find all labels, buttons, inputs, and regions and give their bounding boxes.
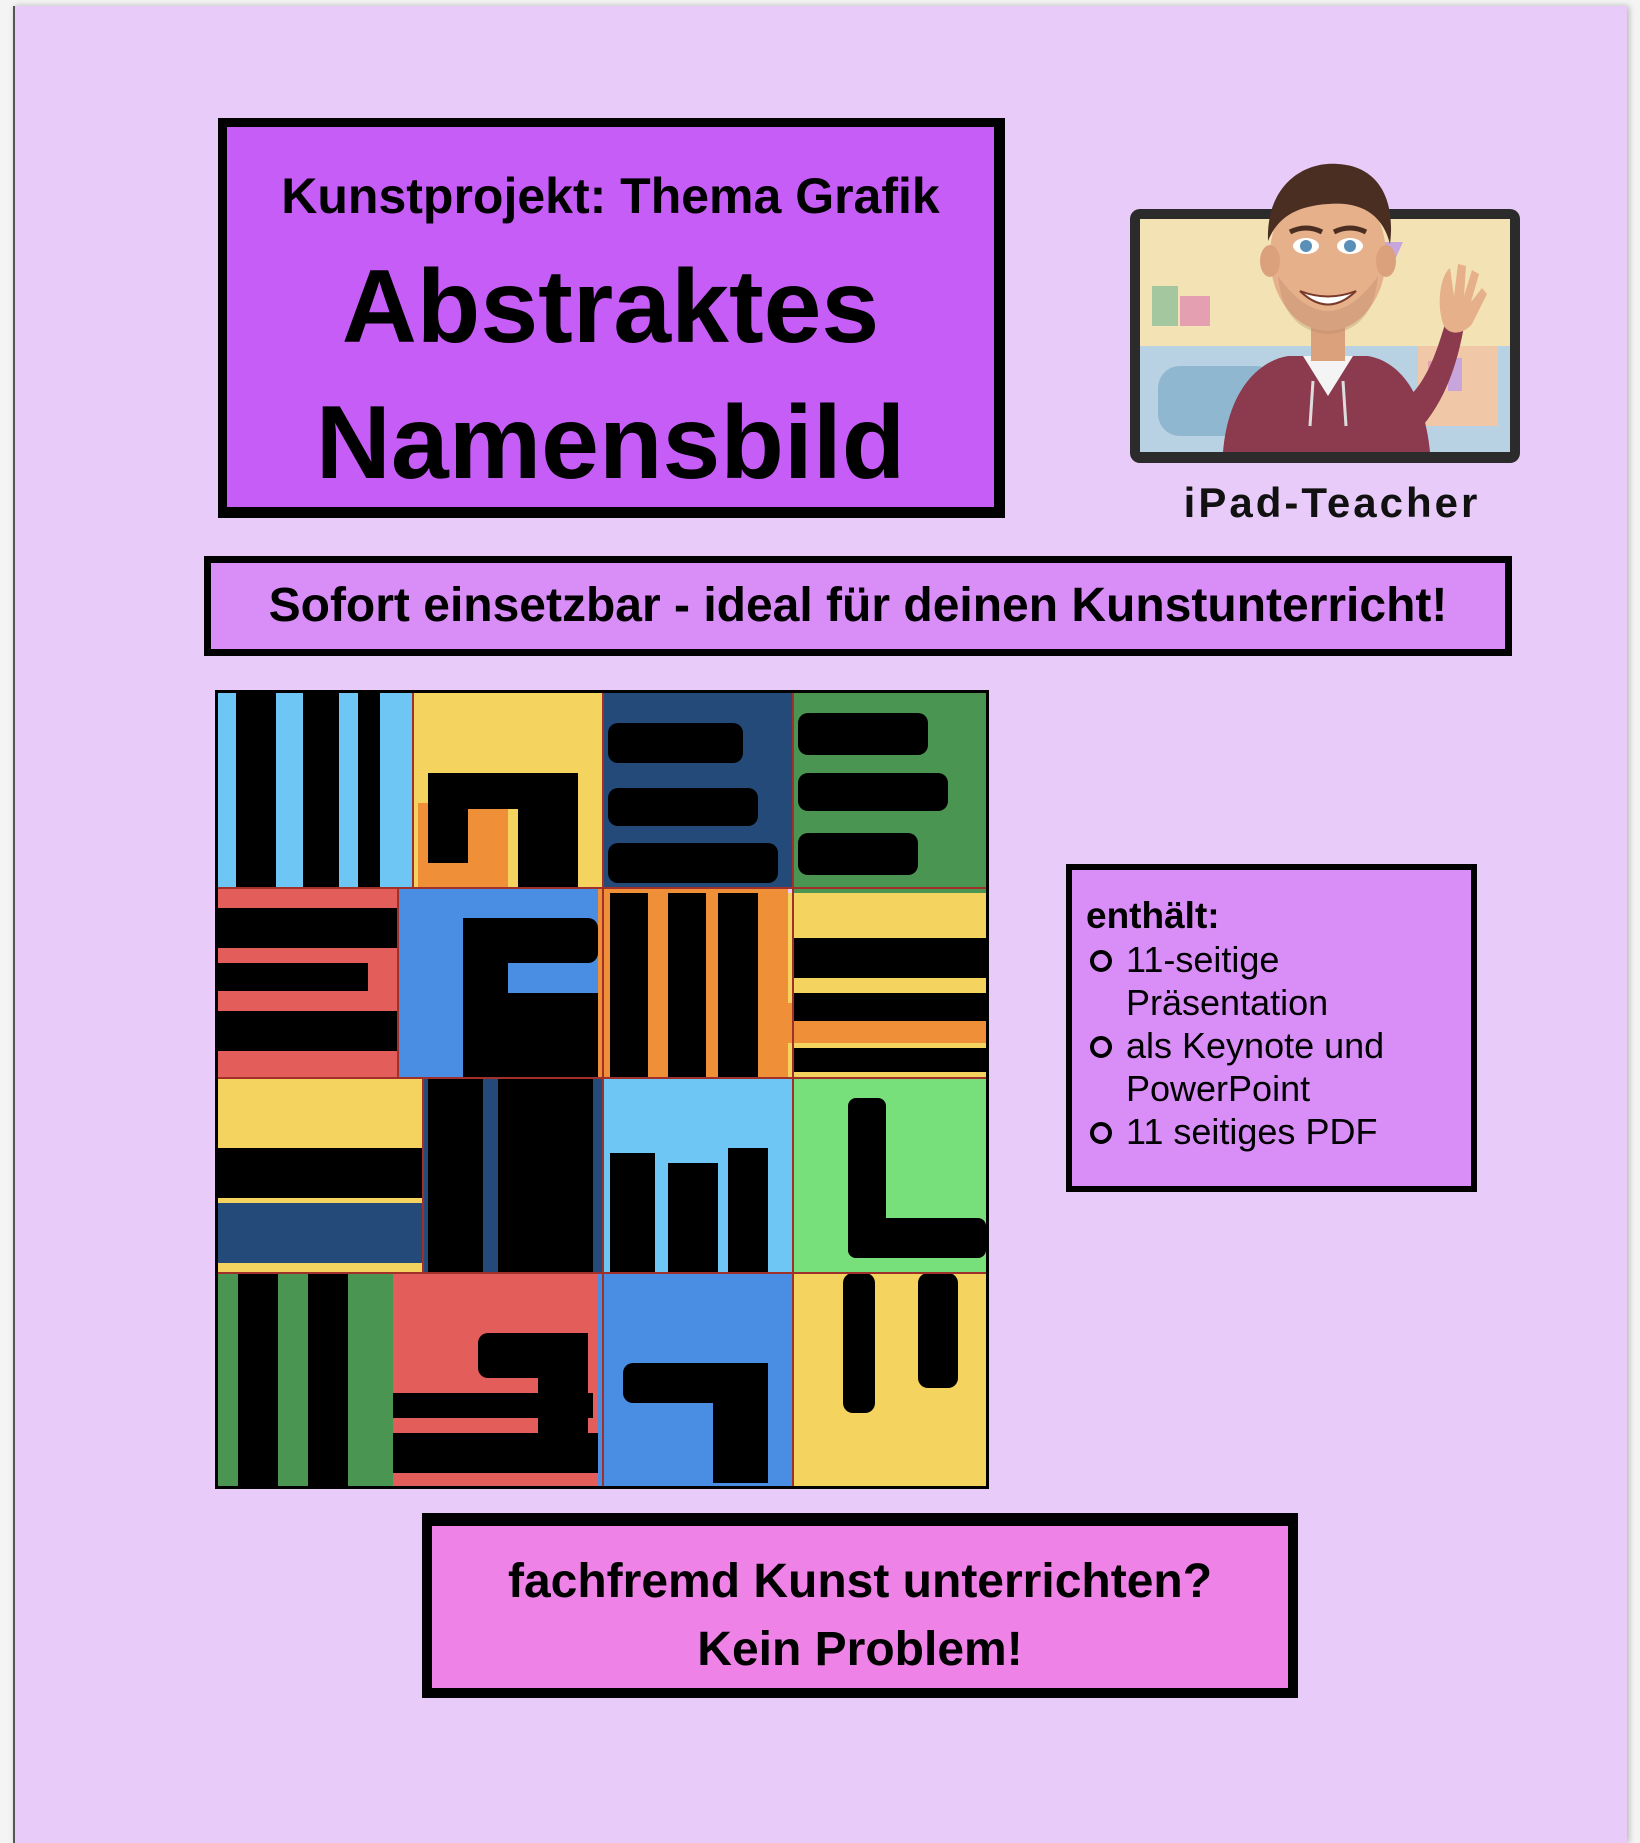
title-box xyxy=(218,118,1005,518)
list-item xyxy=(1086,1110,1471,1153)
footer-box xyxy=(422,1513,1298,1698)
page-title xyxy=(227,239,994,511)
contents-box xyxy=(1066,864,1477,1192)
circle-bullet-icon xyxy=(1090,1122,1112,1144)
list-item-line: PowerPoint xyxy=(1126,1068,1311,1109)
footer-line-2: Kein Problem! xyxy=(697,1623,1023,1676)
tagline-banner: Sofort einsetzbar - ideal für deinen Kunstunterricht! xyxy=(204,556,1512,656)
footer-line-1: fachfremd Kunst unterrichten? xyxy=(507,1555,1213,1608)
list-item xyxy=(1086,938,1471,1024)
title-subtitle: Kunstprojekt: Thema Grafik xyxy=(281,168,940,224)
abstract-name-artwork xyxy=(215,690,989,1489)
list-item xyxy=(1086,1024,1471,1110)
circle-bullet-icon xyxy=(1090,950,1112,972)
title-line-2: Namensbild xyxy=(315,385,906,501)
list-item-line: 11 seitiges PDF xyxy=(1126,1111,1378,1152)
list-item-line: Präsentation xyxy=(1126,982,1329,1023)
avatar xyxy=(1128,146,1522,471)
avatar-illustration xyxy=(1128,146,1522,466)
contents-list xyxy=(1086,938,1471,1153)
circle-bullet-icon xyxy=(1090,1036,1112,1058)
brand-name: iPad-Teacher xyxy=(1183,479,1481,526)
list-item-line: 11-seitige xyxy=(1126,939,1280,980)
title-line-1: Abstraktes xyxy=(341,249,880,365)
contents-heading: enthält: xyxy=(1086,895,1220,936)
page xyxy=(13,6,1627,1843)
list-item-line: als Keynote und xyxy=(1126,1025,1385,1066)
